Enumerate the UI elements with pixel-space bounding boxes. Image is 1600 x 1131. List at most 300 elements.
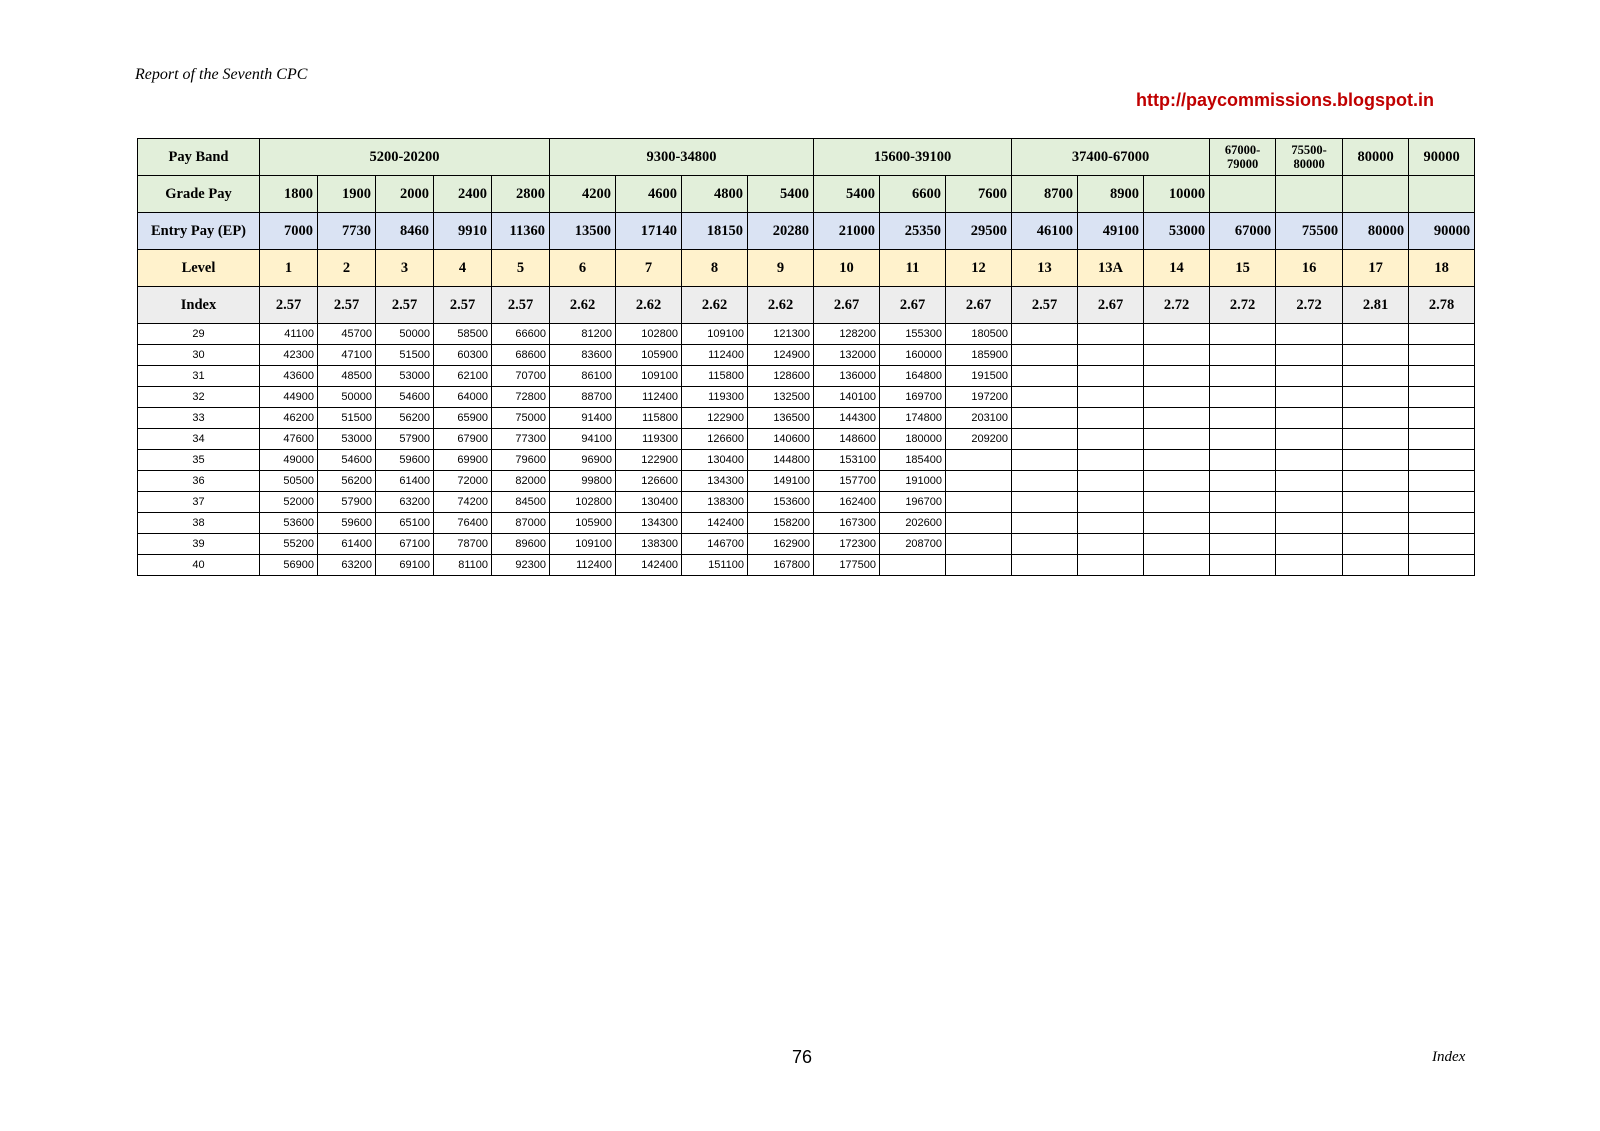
pay-cell: 91400: [550, 408, 616, 429]
pay-cell: 53600: [260, 513, 318, 534]
entry-pay-cell: 11360: [492, 213, 550, 250]
pay-cell: [1144, 366, 1210, 387]
grade-pay-cell: 2800: [492, 176, 550, 213]
pay-cell: 122900: [616, 450, 682, 471]
entry-pay-cell: 53000: [1144, 213, 1210, 250]
pay-cell: 88700: [550, 387, 616, 408]
entry-pay-cell: 46100: [1012, 213, 1078, 250]
pay-cell: [880, 555, 946, 576]
pay-cell: [1409, 492, 1475, 513]
pay-cell: [1409, 324, 1475, 345]
pay-cell: [1144, 450, 1210, 471]
level-cell: 10: [814, 250, 880, 287]
pay-cell: 63200: [318, 555, 376, 576]
pay-cell: [1343, 345, 1409, 366]
pay-band-cell: 37400-67000: [1012, 139, 1210, 176]
pay-cell: 65900: [434, 408, 492, 429]
pay-cell: [1276, 366, 1343, 387]
pay-cell: 112400: [682, 345, 748, 366]
pay-cell: [946, 555, 1012, 576]
pay-cell: 162900: [748, 534, 814, 555]
pay-cell: 136500: [748, 408, 814, 429]
pay-cell: [1343, 555, 1409, 576]
index-cell: 2.72: [1144, 287, 1210, 324]
grade-pay-cell: 4600: [616, 176, 682, 213]
table-row: [138, 555, 1475, 576]
entry-pay-cell: 20280: [748, 213, 814, 250]
grade-pay-cell: 8700: [1012, 176, 1078, 213]
pay-cell: 75000: [492, 408, 550, 429]
pay-cell: [1409, 408, 1475, 429]
row-number: 36: [138, 471, 260, 492]
pay-cell: 177500: [814, 555, 880, 576]
pay-cell: [1144, 345, 1210, 366]
pay-cell: 78700: [434, 534, 492, 555]
pay-cell: 89600: [492, 534, 550, 555]
pay-cell: 76400: [434, 513, 492, 534]
pay-cell: [1343, 324, 1409, 345]
table-row: [138, 345, 1475, 366]
pay-cell: 69900: [434, 450, 492, 471]
grade-pay-cell: 8900: [1078, 176, 1144, 213]
pay-cell: [1078, 429, 1144, 450]
entry-pay-cell: 17140: [616, 213, 682, 250]
pay-cell: [1012, 534, 1078, 555]
pay-cell: [1078, 555, 1144, 576]
pay-band-cell: 80000: [1343, 139, 1409, 176]
pay-cell: 51500: [376, 345, 434, 366]
pay-cell: [1276, 555, 1343, 576]
pay-cell: 69100: [376, 555, 434, 576]
level-cell: 3: [376, 250, 434, 287]
pay-cell: 138300: [616, 534, 682, 555]
entry-pay-cell: 75500: [1276, 213, 1343, 250]
pay-cell: [1012, 555, 1078, 576]
pay-cell: [1144, 513, 1210, 534]
pay-cell: 109100: [682, 324, 748, 345]
pay-cell: [1012, 450, 1078, 471]
pay-cell: 122900: [682, 408, 748, 429]
blog-url-link[interactable]: http://paycommissions.blogspot.in: [1136, 90, 1435, 110]
row-number: 37: [138, 492, 260, 513]
pay-cell: 57900: [318, 492, 376, 513]
row-number: 35: [138, 450, 260, 471]
pay-cell: 74200: [434, 492, 492, 513]
pay-cell: [1144, 387, 1210, 408]
pay-cell: [1276, 492, 1343, 513]
grade-pay-cell: 10000: [1144, 176, 1210, 213]
table-row: [138, 513, 1475, 534]
pay-cell: [1012, 366, 1078, 387]
pay-cell: [1078, 408, 1144, 429]
pay-cell: [1276, 345, 1343, 366]
pay-cell: 115800: [682, 366, 748, 387]
grade-pay-cell: 4800: [682, 176, 748, 213]
pay-cell: 130400: [616, 492, 682, 513]
pay-cell: 81100: [434, 555, 492, 576]
pay-cell: 87000: [492, 513, 550, 534]
pay-cell: 144300: [814, 408, 880, 429]
index-cell: 2.62: [682, 287, 748, 324]
pay-cell: 172300: [814, 534, 880, 555]
grade-pay-cell: [1210, 176, 1276, 213]
pay-cell: [1144, 492, 1210, 513]
pay-cell: 72000: [434, 471, 492, 492]
level-cell: 18: [1409, 250, 1475, 287]
pay-cell: 46200: [260, 408, 318, 429]
level-cell: 13: [1012, 250, 1078, 287]
pay-cell: [1012, 471, 1078, 492]
pay-cell: 202600: [880, 513, 946, 534]
entry-pay-cell: 25350: [880, 213, 946, 250]
pay-band-label: Pay Band: [138, 139, 260, 176]
pay-cell: 140100: [814, 387, 880, 408]
pay-cell: 56200: [376, 408, 434, 429]
table-row: [138, 471, 1475, 492]
pay-cell: [1144, 324, 1210, 345]
row-number: 34: [138, 429, 260, 450]
grade-pay-cell: [1276, 176, 1343, 213]
section-label: Index: [1432, 1049, 1466, 1065]
level-label: Level: [138, 250, 260, 287]
pay-cell: 130400: [682, 450, 748, 471]
row-number: 38: [138, 513, 260, 534]
level-cell: 16: [1276, 250, 1343, 287]
pay-cell: 64000: [434, 387, 492, 408]
pay-cell: [1012, 408, 1078, 429]
pay-band-cell: 75500- 80000: [1276, 139, 1343, 176]
level-cell: 1: [260, 250, 318, 287]
pay-cell: [1276, 324, 1343, 345]
pay-cell: [946, 492, 1012, 513]
pay-cell: 59600: [318, 513, 376, 534]
pay-cell: [1012, 513, 1078, 534]
pay-cell: 174800: [880, 408, 946, 429]
pay-cell: [1409, 534, 1475, 555]
page-number: 76: [792, 1047, 813, 1067]
pay-cell: 41100: [260, 324, 318, 345]
entry-pay-cell: 80000: [1343, 213, 1409, 250]
pay-cell: [1343, 408, 1409, 429]
pay-cell: [1210, 408, 1276, 429]
pay-cell: 92300: [492, 555, 550, 576]
pay-cell: 203100: [946, 408, 1012, 429]
pay-cell: 105900: [550, 513, 616, 534]
pay-cell: [1210, 555, 1276, 576]
pay-cell: 63200: [376, 492, 434, 513]
pay-band-cell: 9300-34800: [550, 139, 814, 176]
pay-cell: 99800: [550, 471, 616, 492]
index-cell: 2.57: [376, 287, 434, 324]
pay-cell: 138300: [682, 492, 748, 513]
pay-cell: 60300: [434, 345, 492, 366]
pay-cell: [1210, 387, 1276, 408]
pay-cell: [1409, 345, 1475, 366]
pay-cell: 180000: [880, 429, 946, 450]
pay-cell: 142400: [682, 513, 748, 534]
pay-cell: [1144, 471, 1210, 492]
index-cell: 2.78: [1409, 287, 1475, 324]
pay-cell: 62100: [434, 366, 492, 387]
pay-cell: 191000: [880, 471, 946, 492]
pay-cell: [1409, 513, 1475, 534]
grade-pay-cell: 6600: [880, 176, 946, 213]
pay-cell: 59600: [376, 450, 434, 471]
pay-cell: 140600: [748, 429, 814, 450]
pay-cell: 142400: [616, 555, 682, 576]
index-row: [138, 287, 1475, 324]
pay-cell: 119300: [616, 429, 682, 450]
pay-cell: 68600: [492, 345, 550, 366]
pay-cell: 52000: [260, 492, 318, 513]
pay-cell: 72800: [492, 387, 550, 408]
pay-cell: [1012, 324, 1078, 345]
pay-cell: 81200: [550, 324, 616, 345]
pay-cell: 50000: [376, 324, 434, 345]
pay-cell: 83600: [550, 345, 616, 366]
pay-band-cell: 5200-20200: [260, 139, 550, 176]
pay-cell: 56200: [318, 471, 376, 492]
pay-cell: 148600: [814, 429, 880, 450]
pay-cell: 42300: [260, 345, 318, 366]
pay-cell: [1276, 387, 1343, 408]
pay-cell: 209200: [946, 429, 1012, 450]
grade-pay-cell: 5400: [814, 176, 880, 213]
pay-cell: 164800: [880, 366, 946, 387]
pay-cell: [1276, 534, 1343, 555]
pay-cell: 144800: [748, 450, 814, 471]
level-cell: 2: [318, 250, 376, 287]
pay-cell: 197200: [946, 387, 1012, 408]
pay-cell: 149100: [748, 471, 814, 492]
index-cell: 2.67: [880, 287, 946, 324]
pay-cell: 44900: [260, 387, 318, 408]
level-cell: 13A: [1078, 250, 1144, 287]
pay-cell: [1078, 345, 1144, 366]
pay-cell: [1343, 534, 1409, 555]
index-cell: 2.81: [1343, 287, 1409, 324]
table-row: [138, 534, 1475, 555]
pay-cell: 158200: [748, 513, 814, 534]
pay-cell: 61400: [376, 471, 434, 492]
entry-pay-cell: 90000: [1409, 213, 1475, 250]
pay-band-cell: 15600-39100: [814, 139, 1012, 176]
pay-cell: 124900: [748, 345, 814, 366]
pay-cell: [1210, 450, 1276, 471]
entry-pay-label: Entry Pay (EP): [138, 213, 260, 250]
pay-cell: 112400: [616, 387, 682, 408]
pay-cell: 167300: [814, 513, 880, 534]
table-row: [138, 429, 1475, 450]
pay-cell: 153600: [748, 492, 814, 513]
pay-cell: 115800: [616, 408, 682, 429]
grade-pay-cell: 5400: [748, 176, 814, 213]
pay-cell: 84500: [492, 492, 550, 513]
pay-cell: 53000: [318, 429, 376, 450]
pay-cell: [1210, 492, 1276, 513]
pay-cell: 79600: [492, 450, 550, 471]
pay-cell: 102800: [550, 492, 616, 513]
pay-cell: 96900: [550, 450, 616, 471]
pay-cell: [1276, 408, 1343, 429]
pay-cell: 191500: [946, 366, 1012, 387]
pay-cell: 54600: [318, 450, 376, 471]
level-cell: 12: [946, 250, 1012, 287]
row-number: 40: [138, 555, 260, 576]
pay-cell: 155300: [880, 324, 946, 345]
pay-cell: [1144, 408, 1210, 429]
pay-cell: 47100: [318, 345, 376, 366]
level-cell: 6: [550, 250, 616, 287]
pay-cell: 128200: [814, 324, 880, 345]
row-number: 32: [138, 387, 260, 408]
pay-cell: [1210, 429, 1276, 450]
pay-cell: 109100: [616, 366, 682, 387]
index-cell: 2.57: [434, 287, 492, 324]
row-number: 30: [138, 345, 260, 366]
index-cell: 2.72: [1210, 287, 1276, 324]
level-cell: 7: [616, 250, 682, 287]
level-cell: 14: [1144, 250, 1210, 287]
grade-pay-cell: [1343, 176, 1409, 213]
pay-cell: 160000: [880, 345, 946, 366]
pay-cell: 132000: [814, 345, 880, 366]
grade-pay-cell: [1409, 176, 1475, 213]
index-cell: 2.72: [1276, 287, 1343, 324]
pay-cell: [1343, 387, 1409, 408]
entry-pay-cell: 9910: [434, 213, 492, 250]
entry-pay-cell: 21000: [814, 213, 880, 250]
pay-cell: [1144, 534, 1210, 555]
grade-pay-cell: 1800: [260, 176, 318, 213]
level-cell: 9: [748, 250, 814, 287]
pay-cell: 67100: [376, 534, 434, 555]
pay-cell: [1210, 471, 1276, 492]
pay-cell: 54600: [376, 387, 434, 408]
index-cell: 2.57: [318, 287, 376, 324]
pay-cell: 169700: [880, 387, 946, 408]
pay-cell: 86100: [550, 366, 616, 387]
level-row: [138, 250, 1475, 287]
pay-cell: [1276, 471, 1343, 492]
table-row: [138, 366, 1475, 387]
pay-cell: 185400: [880, 450, 946, 471]
pay-cell: 146700: [682, 534, 748, 555]
pay-cell: 67900: [434, 429, 492, 450]
pay-cell: 134300: [616, 513, 682, 534]
pay-cell: [946, 534, 1012, 555]
pay-cell: 53000: [376, 366, 434, 387]
pay-cell: 121300: [748, 324, 814, 345]
pay-cell: 94100: [550, 429, 616, 450]
index-cell: 2.67: [814, 287, 880, 324]
pay-cell: [1144, 555, 1210, 576]
report-title: Report of the Seventh CPC: [135, 66, 308, 83]
pay-cell: [1078, 387, 1144, 408]
pay-cell: [1276, 429, 1343, 450]
table-row: [138, 324, 1475, 345]
pay-cell: 43600: [260, 366, 318, 387]
pay-cell: 185900: [946, 345, 1012, 366]
pay-cell: 77300: [492, 429, 550, 450]
pay-cell: 70700: [492, 366, 550, 387]
pay-cell: 51500: [318, 408, 376, 429]
pay-cell: [1012, 492, 1078, 513]
grade-pay-cell: 4200: [550, 176, 616, 213]
entry-pay-cell: 18150: [682, 213, 748, 250]
entry-pay-cell: 13500: [550, 213, 616, 250]
row-number: 31: [138, 366, 260, 387]
pay-cell: [1210, 324, 1276, 345]
pay-cell: [1343, 492, 1409, 513]
pay-cell: 153100: [814, 450, 880, 471]
grade-pay-cell: 2400: [434, 176, 492, 213]
pay-cell: [1210, 366, 1276, 387]
pay-cell: 65100: [376, 513, 434, 534]
pay-cell: [1276, 450, 1343, 471]
pay-cell: [1210, 345, 1276, 366]
pay-cell: 119300: [682, 387, 748, 408]
pay-cell: [1012, 345, 1078, 366]
pay-cell: 82000: [492, 471, 550, 492]
table-row: [138, 492, 1475, 513]
pay-cell: 167800: [748, 555, 814, 576]
pay-matrix-table: [137, 138, 1475, 576]
entry-pay-cell: 49100: [1078, 213, 1144, 250]
entry-pay-cell: 7000: [260, 213, 318, 250]
pay-cell: [1343, 429, 1409, 450]
table-row: [138, 450, 1475, 471]
index-cell: 2.67: [1078, 287, 1144, 324]
row-number: 39: [138, 534, 260, 555]
level-cell: 11: [880, 250, 946, 287]
pay-cell: 132500: [748, 387, 814, 408]
index-cell: 2.67: [946, 287, 1012, 324]
pay-cell: [1078, 471, 1144, 492]
table-row: [138, 408, 1475, 429]
pay-cell: 162400: [814, 492, 880, 513]
pay-cell: [1078, 450, 1144, 471]
pay-cell: [1343, 471, 1409, 492]
level-cell: 4: [434, 250, 492, 287]
level-cell: 8: [682, 250, 748, 287]
pay-cell: 57900: [376, 429, 434, 450]
pay-cell: 66600: [492, 324, 550, 345]
pay-cell: [1078, 366, 1144, 387]
pay-cell: 136000: [814, 366, 880, 387]
index-cell: 2.57: [1012, 287, 1078, 324]
level-cell: 5: [492, 250, 550, 287]
pay-cell: 208700: [880, 534, 946, 555]
pay-cell: [1409, 555, 1475, 576]
pay-band-cell: 90000: [1409, 139, 1475, 176]
level-cell: 15: [1210, 250, 1276, 287]
pay-cell: 45700: [318, 324, 376, 345]
table-row: [138, 387, 1475, 408]
pay-cell: [1144, 429, 1210, 450]
pay-cell: [946, 450, 1012, 471]
pay-cell: 105900: [616, 345, 682, 366]
grade-pay-cell: 7600: [946, 176, 1012, 213]
pay-cell: [1343, 450, 1409, 471]
pay-cell: 151100: [682, 555, 748, 576]
pay-cell: 61400: [318, 534, 376, 555]
pay-cell: [1409, 429, 1475, 450]
pay-cell: [946, 513, 1012, 534]
pay-cell: 50500: [260, 471, 318, 492]
entry-pay-cell: 7730: [318, 213, 376, 250]
pay-cell: [1078, 324, 1144, 345]
